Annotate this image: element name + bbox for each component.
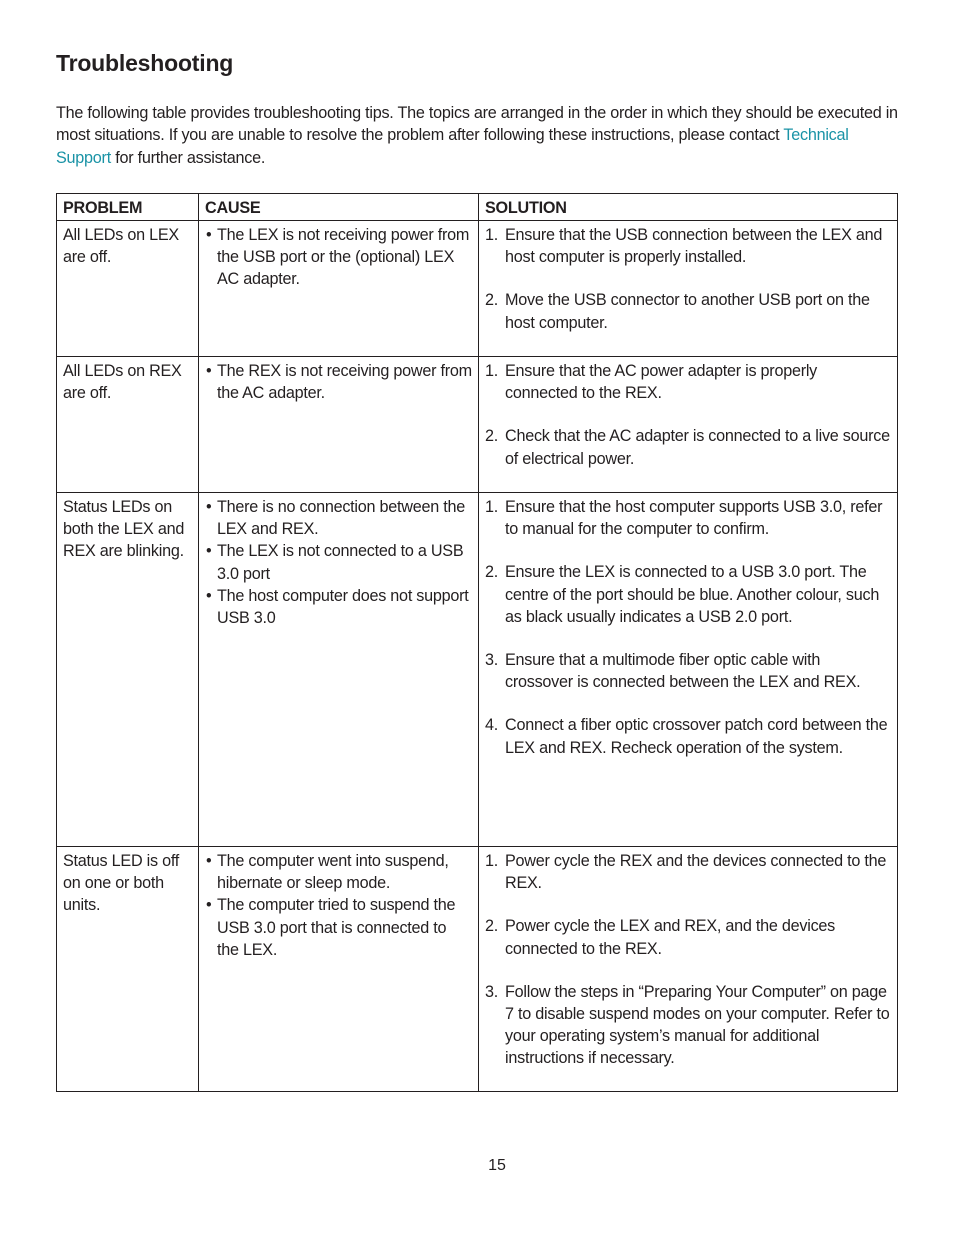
solution-cell (479, 221, 898, 357)
step-text: Power cycle the REX and the devices connected to the REX. (505, 852, 887, 893)
cause-item: • The LEX is not receiving power from the USB port or the (optional) LEX AC adapter. (205, 224, 472, 291)
intro-text-end: for further assistance. (110, 148, 266, 167)
table-row (57, 493, 898, 847)
cause-list (205, 850, 472, 961)
troubleshooting-table (56, 193, 898, 1092)
cause-cell (199, 357, 479, 493)
step-number: 3. (485, 651, 499, 670)
intro-paragraph (56, 102, 901, 169)
solution-step (485, 425, 891, 469)
cause-item: • The host computer does not support USB 3.0 (205, 585, 472, 629)
step-text: Ensure that the host computer supports USB 3.0, refer to manual for the computer to confirm. (505, 498, 883, 539)
solution-list (485, 496, 891, 759)
step-number: 3. (485, 982, 499, 1001)
table-header-row (57, 194, 898, 221)
solution-step (485, 981, 891, 1070)
cause-item: • The LEX is not connected to a USB 3.0 port (205, 540, 472, 584)
cause-list (205, 496, 472, 629)
cause-cell (199, 493, 479, 847)
solution-step (485, 850, 891, 894)
cause-item: • There is no connection between the LEX and REX. (205, 496, 472, 540)
step-number: 1. (485, 852, 499, 870)
problem-cell: Status LEDs on both the LEX and REX are blinking. (57, 493, 199, 847)
cause-item: • The computer went into suspend, hibernate or sleep mode. (205, 850, 472, 894)
step-text: Power cycle the LEX and REX, and the devices connected to the REX. (505, 917, 836, 958)
step-text: Check that the AC adapter is connected to a live source of electrical power. (505, 427, 890, 468)
solution-step (485, 714, 891, 758)
solution-step (485, 649, 891, 693)
cause-list (205, 360, 472, 404)
table-row (57, 847, 898, 1092)
step-number: 2. (485, 427, 499, 446)
intro-text: The following table provides troubleshooting tips. The topics are arranged in the order in which they should be executed in most situations. If you are unable to resolve the problem after following these instructions, please contact (56, 104, 898, 145)
solution-step (485, 224, 891, 268)
cause-cell (199, 221, 479, 357)
solution-list (485, 850, 891, 1070)
solution-step (485, 360, 891, 404)
table-row (57, 357, 898, 493)
cause-item: • The computer tried to suspend the USB 3.0 port that is connected to the LEX. (205, 894, 472, 961)
cause-item: • The REX is not receiving power from the AC adapter. (205, 360, 472, 404)
step-text: Connect a fiber optic crossover patch cord between the LEX and REX. Recheck operation of the system. (505, 716, 888, 757)
solution-list (485, 360, 891, 470)
problem-cell: Status LED is off on one or both units. (57, 847, 199, 1092)
step-number: 1. (485, 362, 499, 380)
solution-cell (479, 847, 898, 1092)
step-number: 2. (485, 563, 499, 582)
page-number: 15 (488, 1157, 506, 1174)
page-title: Troubleshooting (56, 50, 234, 76)
solution-step (485, 915, 891, 959)
step-number: 2. (485, 291, 499, 310)
step-text: Ensure that the AC power adapter is properly connected to the REX. (505, 362, 818, 403)
step-number: 4. (485, 716, 499, 735)
solution-list (485, 224, 891, 334)
step-text: Follow the steps in “Preparing Your Computer” on page 7 to disable suspend modes on your computer. Refer to your operating system’s manual for additional instructions if necessary. (505, 982, 890, 1068)
header-problem: PROBLEM (57, 194, 199, 221)
step-number: 1. (485, 226, 499, 244)
technical-support-link[interactable]: Technical Support (56, 126, 849, 167)
step-text: Move the USB connector to another USB port on the host computer. (505, 291, 870, 332)
table-body (57, 221, 898, 1092)
table-row (57, 221, 898, 357)
header-cause: CAUSE (199, 194, 479, 221)
step-number: 1. (485, 498, 499, 516)
cause-cell (199, 847, 479, 1092)
header-solution: SOLUTION (479, 194, 898, 221)
step-text: Ensure the LEX is connected to a USB 3.0 port. The centre of the port should be blue. Another colour, such as black usually indicates a USB 2.0 port. (505, 563, 880, 626)
step-number: 2. (485, 917, 499, 936)
problem-cell: All LEDs on LEX are off. (57, 221, 199, 357)
solution-step (485, 289, 891, 333)
problem-cell: All LEDs on REX are off. (57, 357, 199, 493)
solution-cell (479, 493, 898, 847)
step-text: Ensure that a multimode fiber optic cable with crossover is connected between the LEX and REX. (505, 651, 861, 692)
solution-step (485, 496, 891, 540)
step-text: Ensure that the USB connection between the LEX and host computer is properly installed. (505, 226, 883, 267)
solution-cell (479, 357, 898, 493)
cause-list (205, 224, 472, 291)
solution-step (485, 561, 891, 628)
